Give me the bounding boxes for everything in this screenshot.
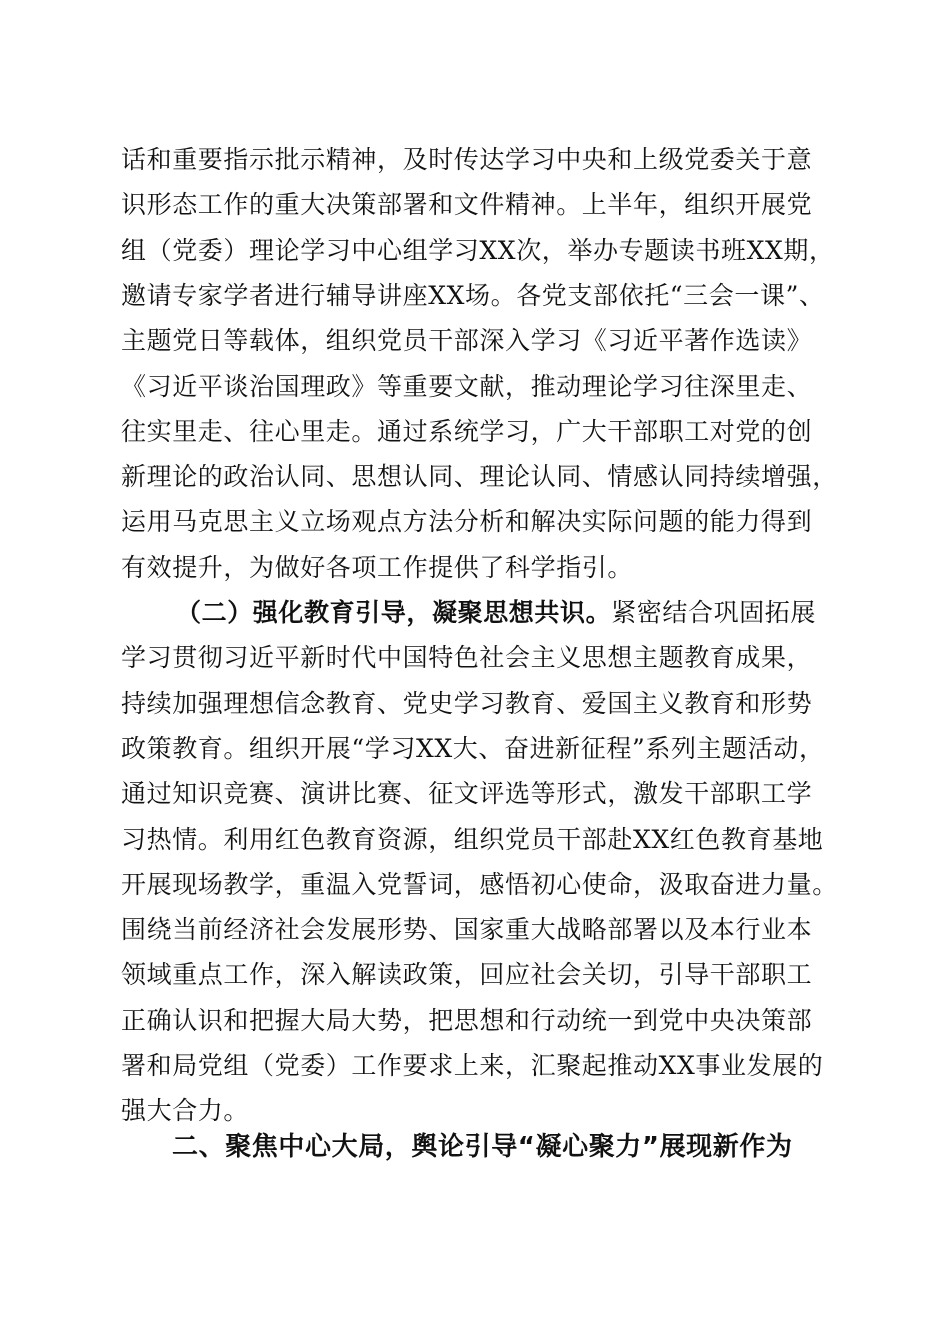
text-line: 正确认识和把握大局大势，把思想和行动统一到党中央决策部 (121, 1006, 813, 1035)
text-line: 有效提升，为做好各项工作提供了科学指引。 (121, 553, 634, 582)
text-line: 政策教育。组织开展“学习XX大、奋进新征程”系列主题活动， (121, 734, 825, 763)
paragraph-2-first-line (176, 593, 816, 633)
text-line: 新理论的政治认同、思想认同、理论认同、情感认同持续增强， (121, 462, 838, 491)
section-subheading: （二）强化教育引导，凝聚思想共识。 (176, 598, 612, 627)
text-line: 《习近平谈治国理政》等重要文献，推动理论学习往深里走、 (121, 372, 813, 401)
text-line: 往实里走、往心里走。通过系统学习，广大干部职工对党的创 (121, 417, 813, 446)
text-line: 围绕当前经济社会发展形势、国家重大战略部署以及本行业本 (121, 915, 813, 944)
text-line: 开展现场教学，重温入党誓词，感悟初心使命，汲取奋进力量。 (121, 870, 838, 899)
text-run: 紧密结合巩固拓展 (611, 598, 817, 627)
text-line: 署和局党组（党委）工作要求上来，汇聚起推动XX事业发展的 (121, 1051, 824, 1080)
text-line: 组（党委）理论学习中心组学习XX次，举办专题读书班XX期， (121, 236, 835, 265)
text-line: 通过知识竞赛、演讲比赛、征文评选等形式，激发干部职工学 (121, 779, 813, 808)
text-line: 运用马克思主义立场观点方法分析和解决实际问题的能力得到 (121, 507, 813, 536)
text-line: 话和重要指示批示精神，及时传达学习中央和上级党委关于意 (121, 145, 813, 174)
text-line: 邀请专家学者进行辅导讲座XX场。各党支部依托“三会一课”、 (121, 281, 825, 310)
text-line: 主题党日等载体，组织党员干部深入学习《习近平著作选读》 (121, 326, 813, 355)
text-line: 领域重点工作，深入解读政策，回应社会关切，引导干部职工 (121, 960, 813, 989)
text-line: 持续加强理想信念教育、党史学习教育、爱国主义教育和形势 (121, 689, 813, 718)
text-line: 习热情。利用红色教育资源，组织党员干部赴XX红色教育基地 (121, 825, 824, 854)
text-line: 识形态工作的重大决策部署和文件精神。上半年，组织开展党 (121, 190, 813, 219)
section-heading: 二、聚焦中心大局，舆论引导“凝心聚力”展现新作为 (172, 1132, 793, 1162)
text-line: 学习贯彻习近平新时代中国特色社会主义思想主题教育成果， (121, 643, 813, 672)
text-line: 强大合力。 (121, 1096, 250, 1125)
